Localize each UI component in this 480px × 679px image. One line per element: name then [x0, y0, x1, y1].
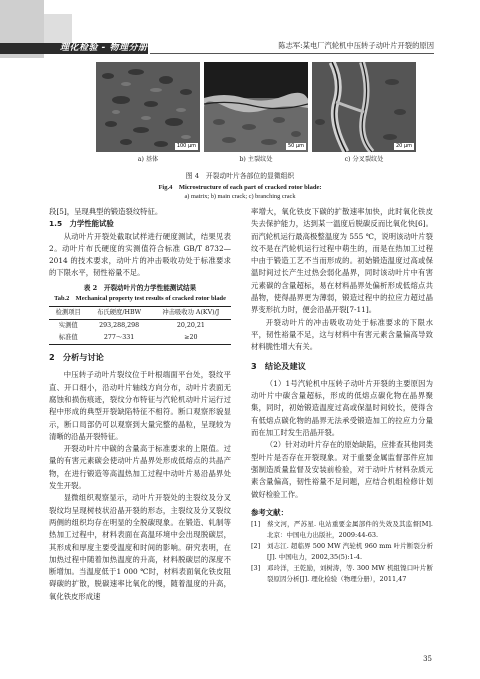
- table-cell: 标准值: [58, 334, 78, 342]
- table-row: [49, 332, 231, 345]
- mechanical-property-table: [49, 306, 231, 345]
- micrograph-figure: [96, 62, 416, 152]
- micrograph-matrix: [96, 62, 200, 152]
- table-header: 检测项目: [55, 309, 81, 317]
- paragraph: 段[5]，呈现典型的锻造裂纹特征。: [49, 207, 163, 216]
- figure-caption-en-parts: a) matrix; b) main crack; c) branching crack: [184, 193, 296, 200]
- table-header: 布氏硬度/HBW: [97, 309, 142, 317]
- sublabel-b: b) 主裂纹处: [239, 156, 273, 163]
- table-cell: 20,20,21: [176, 322, 205, 330]
- table-cell: 实测值: [58, 322, 78, 330]
- paragraph: 开裂动叶片的冲击吸收功处于标准要求的下限水平，韧性裕量不足，这与材料中有害元素含量偏高导致材料脆性增大有关。: [251, 317, 433, 352]
- figure-caption-en: Fig.4 Microstructure of each part of cracked rotor blade:: [158, 184, 322, 191]
- reference-item: [3] 邓玲洋，王乾励，刘树涛，等. 300 MW 机组镍口叶片断裂原因分析[J]. 理化检验（物理分册），2011,47: [251, 564, 433, 584]
- table-caption-cn: 表 2 开裂动叶片的力学性能测试结果: [83, 283, 197, 292]
- reference-item: [2] 刘志江. 超临界 500 MW 汽轮机 960 mm 叶片断裂分析[J]. 中国电力，2002,35(5):1-4.: [251, 542, 433, 562]
- page-number: 35: [423, 655, 432, 663]
- scale-bar-b: 50 μm: [287, 143, 304, 149]
- table-row: [49, 320, 231, 333]
- paragraph: 开裂动叶片中碳的含量高于标准要求的上限值。过量的有害元素碳会使动叶片晶界处形成低熔点的共晶产物，在进行锻造等高温热加工过程中动叶片易沿晶界处发生开裂。: [49, 444, 231, 491]
- sublabel-c: c) 分叉裂纹处: [344, 156, 384, 163]
- logo-text: 理化检验 - 物理分册: [60, 43, 148, 53]
- paragraph: 率增大，氧化铁皮下碳的扩散速率加快，此时氧化铁皮失去保护能力，达到某一温度后脱碳反而比氧化快[6]。而汽轮机运行最高极整温度为 555 ℃，说明该动叶片裂纹不是在汽轮机运行过程中萌生的，而是在热加工过程中由于锻造工艺不当而形成的。初始锻造温度过高或保温时间过长产生过热会弱化晶界，同时该动叶片中有害元素碳的含量超标，易在材料晶界处偏析形成低熔点共晶物，使得晶界更为薄弱，锻造过程中的拉应力超过晶界变形抗力时，便会沿晶开裂[7-11]。: [251, 207, 433, 315]
- references-heading: 参考文献：: [251, 507, 288, 517]
- table-cell: 293,288,298: [99, 322, 140, 330]
- section-heading-2: 2 分析与讨论: [49, 352, 104, 363]
- table-caption-en: Tab.2 Mechanical property test results of cracked rotor blade: [54, 295, 226, 303]
- header-rule: [150, 53, 434, 54]
- running-title: 陈志军:某电厂汽轮机中压转子动叶片开裂的原因: [278, 41, 434, 50]
- table-header: 冲击吸收功 A(KV)/J: [162, 309, 220, 317]
- paragraph: （2）针对动叶片存在的原始缺陷，应排查其他同类型叶片是否存在开裂现象。对于重要金属监督部件应加强制造质量监督及安装前检验，对于动叶片材料杂质元素含量偏高，韧性裕量不足问题，应结合机组检修计划做好检验工作。: [251, 440, 433, 499]
- section-heading-3: 3 结论及建议: [251, 360, 306, 371]
- left-column: [49, 206, 231, 603]
- table-cell: 277～331: [103, 334, 135, 342]
- scale-bar-a: 100 μm: [176, 143, 196, 149]
- figure-sublabels: [96, 154, 416, 164]
- figure-caption-cn: 图 4 开裂动叶片各部位的显微组织: [185, 172, 295, 180]
- table-header-row: [49, 307, 231, 320]
- paragraph: （1）1号汽轮机中压转子动叶片开裂的主要原因为动叶片中碳含量超标，形成的低熔点碳化物在晶界聚集，同时，初始锻造温度过高或保温时间较长，使得含有低熔点碳化物的晶界无法承受锻造加工的拉应力分量而在加工时发生沿晶开裂。: [251, 378, 433, 438]
- right-column: [251, 206, 433, 585]
- micrograph-branch-crack: [312, 62, 416, 152]
- table-cell: ≥20: [184, 334, 198, 342]
- paragraph: 显微组织观察显示，动叶片开裂处的主裂纹及分叉裂纹均呈现树枝状沿晶开裂的形态，主裂纹及分叉裂纹两侧的组织均存在明显的全脱碳现象。在锻造、轧制等热加工过程中，材料表面在高温环境中会出现脱碳层，其形成和厚度主要受温度和时间的影响。研究表明，在加热过程中随着加热温度的升高，材料脱碳层的深度不断增加。当温度低于1 000 ℃时，材料表面氧化铁皮阻碍碳的扩散，脱碳速率比氧化的慢，随着温度的升高，氧化铁皮形成速: [49, 493, 231, 601]
- micrograph-main-crack: [204, 62, 308, 152]
- scale-bar-c: 20 μm: [395, 143, 412, 149]
- sublabel-a: a) 基体: [137, 156, 159, 163]
- paragraph: 中压转子动叶片裂纹位于叶根端面平台处，裂纹平直、开口细小，沿动叶片轴线方向分布，动叶片表面无腐蚀和损伤痕迹，裂纹分布特征与汽轮机动叶片运行过程中形成的典型开裂缺陷特征不相符。断口观察形貌显示，断口局部仍可以观察到大量完整的晶粒，呈现较为清晰的沿晶开裂特征。: [49, 370, 231, 441]
- paragraph: 从动叶片开裂处截取试样进行硬度测试，结果见表2。动叶片布氏硬度的实测值符合标准 GB/T 8732—2014 的技术要求，动叶片的冲击吸收功处于标准要求的下限水平，韧性裕量不足。: [49, 231, 231, 278]
- journal-logo: [0, 0, 150, 58]
- section-heading-1-5: 1.5 力学性能试验: [49, 219, 114, 229]
- reference-item: [1] 蔡文河，严苏星. 电站重要金属部件的失效及其监督[M]. 北京：中国电力出版社，2009:44-63.: [251, 520, 433, 540]
